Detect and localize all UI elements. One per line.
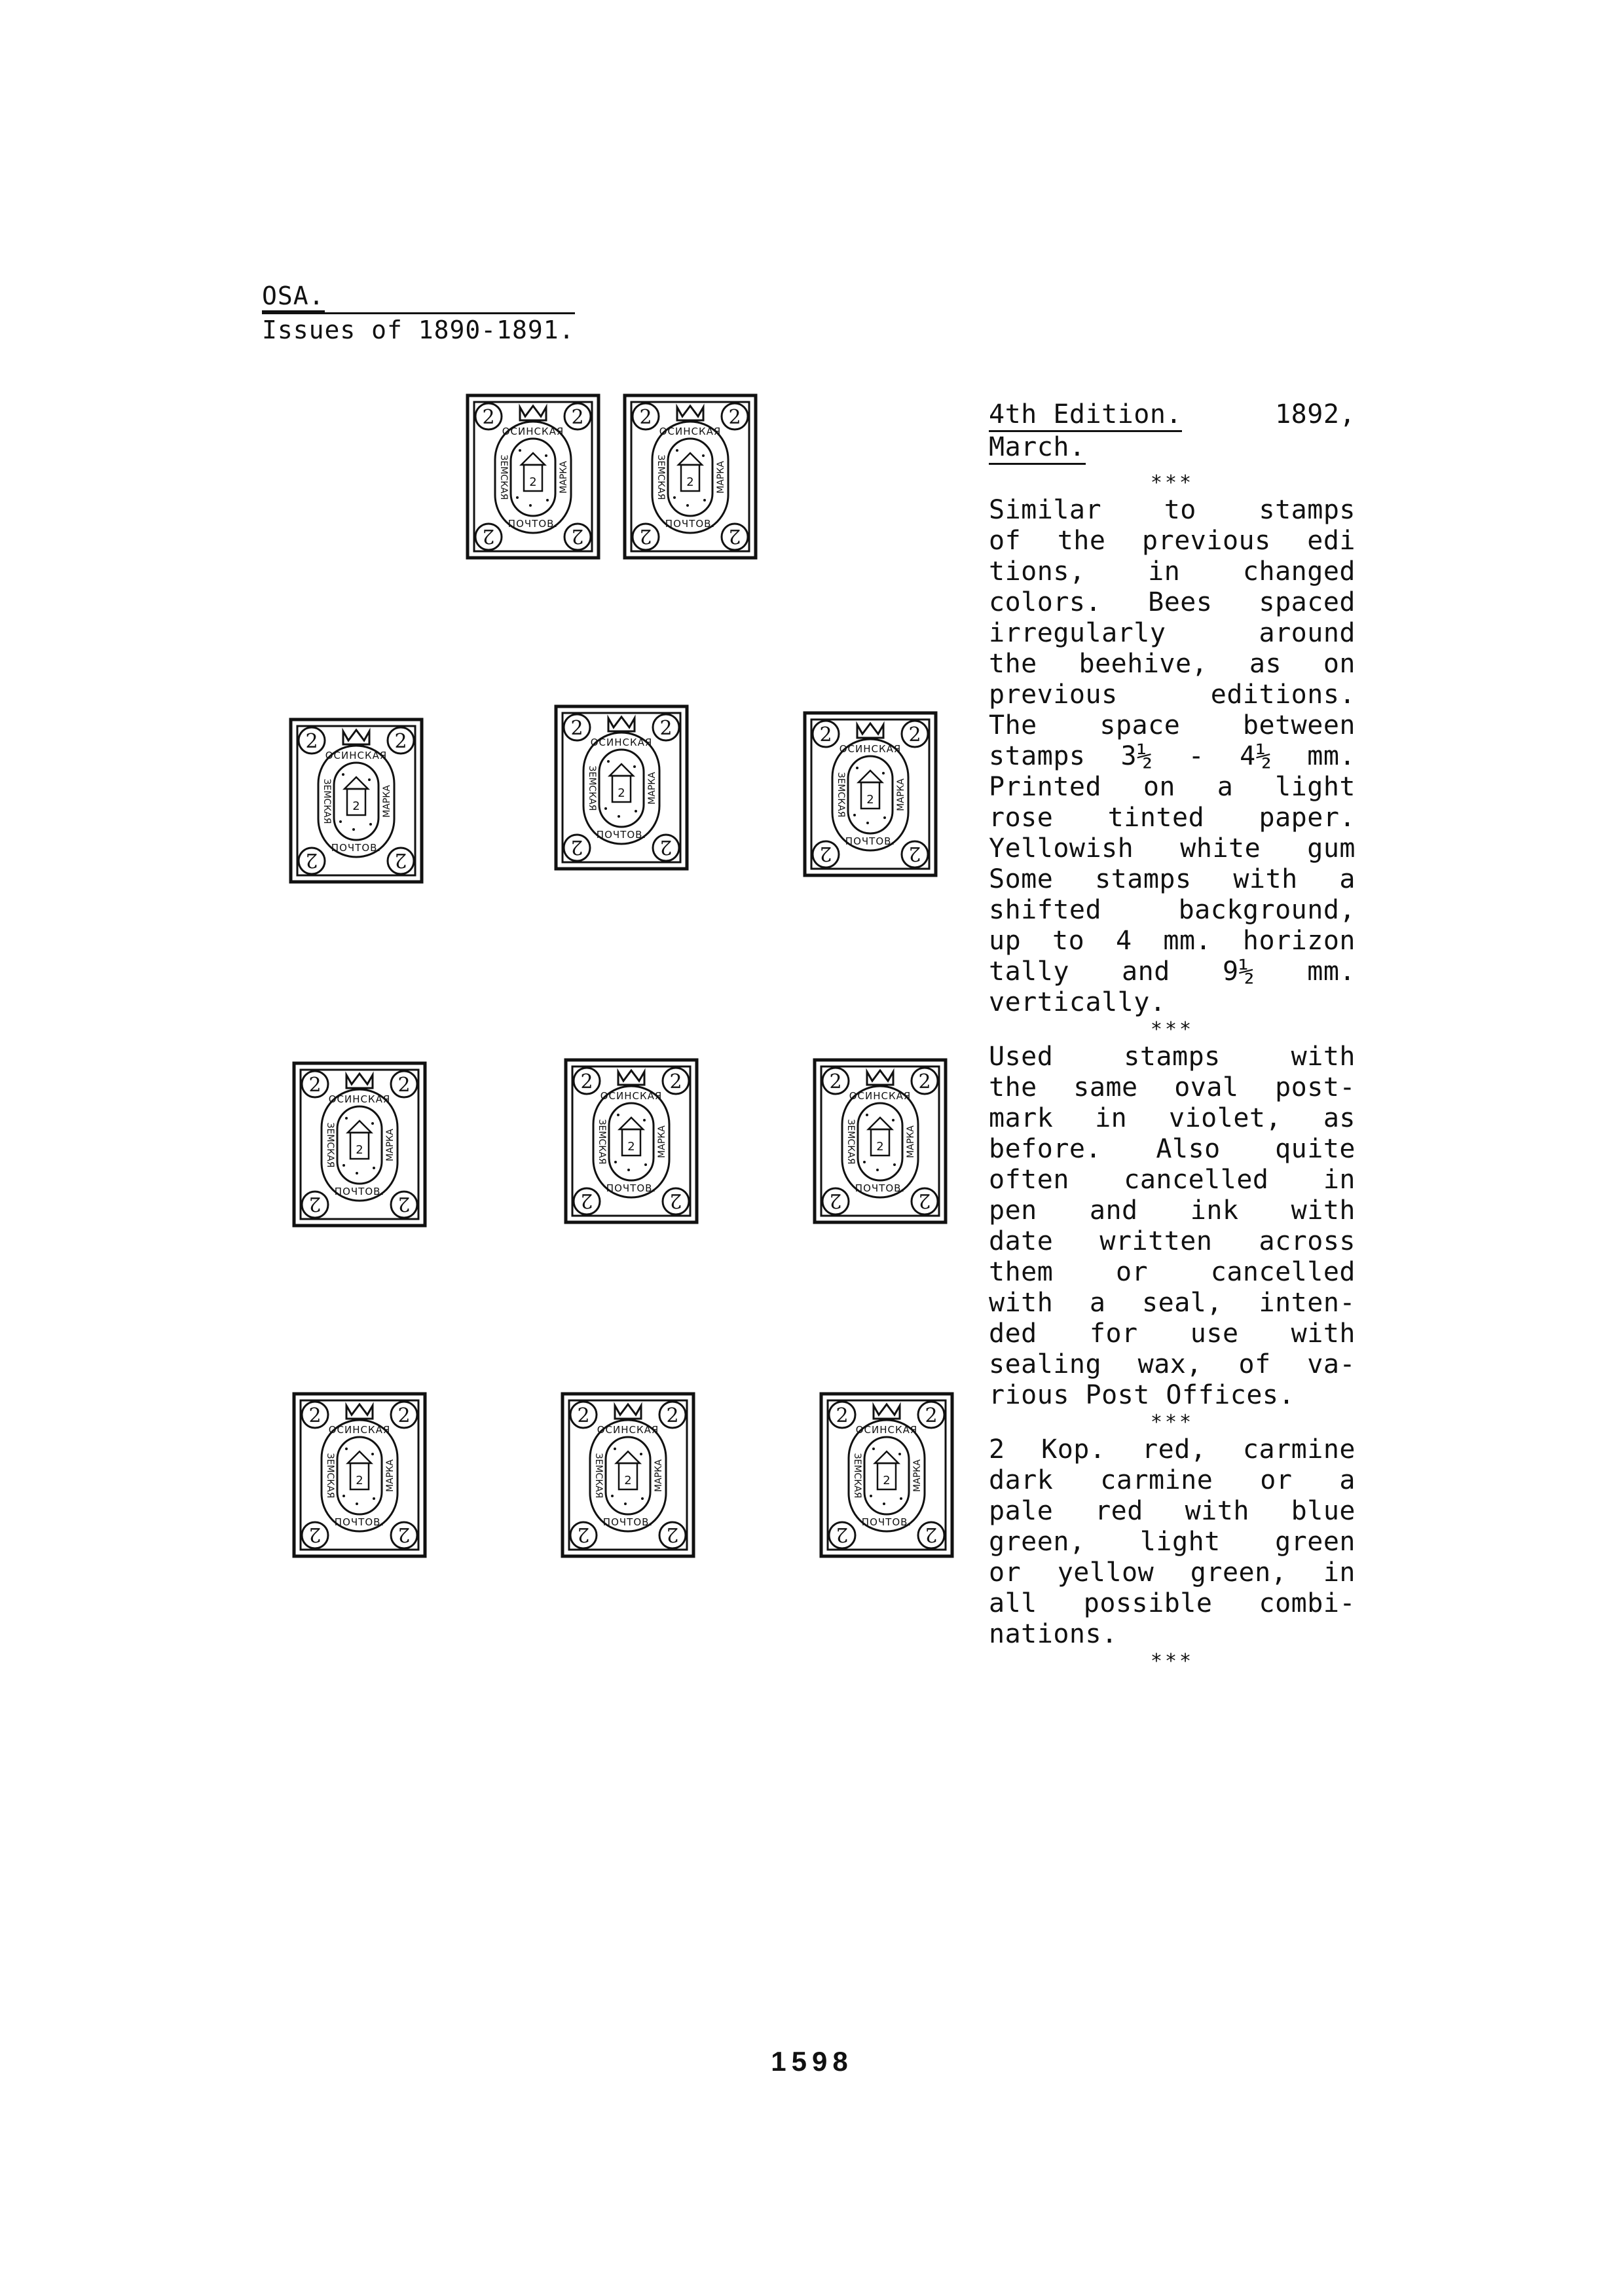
band-left-text: ЗЕМСКАЯ [587, 765, 597, 811]
edition-heading [989, 399, 1356, 432]
stamp-row2-center [553, 704, 690, 871]
used-line: rious Post Offices. [989, 1380, 1295, 1410]
corner-value: 2 [308, 1404, 322, 1427]
corner-value: 2 [669, 1189, 682, 1212]
corner-value: 2 [836, 1523, 849, 1546]
band-left-text: ЗЕМСКАЯ [593, 1453, 604, 1499]
desc-line: previous editions. [989, 680, 1356, 710]
band-right-text: МАРКА [657, 1125, 667, 1158]
band-top-text: ОСИНСКАЯ [659, 426, 722, 437]
center-value: 2 [883, 1474, 891, 1487]
desc-line: stamps 3½ - 4½ mm. [989, 741, 1356, 771]
desc-line: tions, in changed [989, 556, 1356, 587]
used-stamps-paragraph [989, 1042, 1356, 1411]
band-bottom-text: ПОЧТОВ. [606, 1182, 657, 1194]
corner-value: 2 [397, 1192, 411, 1215]
stamp-row3-center [563, 1057, 699, 1225]
band-top-text: ОСИНСКАЯ [590, 737, 653, 748]
corner-value: 2 [829, 1070, 842, 1093]
corner-value: 2 [394, 730, 407, 753]
band-right-text: МАРКА [906, 1125, 916, 1158]
corner-value: 2 [577, 1404, 590, 1427]
band-right-text: МАРКА [912, 1459, 923, 1492]
center-value: 2 [624, 1474, 632, 1487]
corner-value: 2 [918, 1070, 931, 1093]
used-line: pen and ink with [989, 1195, 1356, 1226]
used-line: the same oval post- [989, 1072, 1356, 1102]
corner-value: 2 [308, 1523, 322, 1546]
page-title: OSA. [262, 282, 325, 312]
stamp-image [812, 1057, 948, 1225]
desc-line: Yellowish white gum [989, 833, 1356, 864]
center-value: 2 [356, 1143, 363, 1157]
separator-4: *** [1150, 1650, 1194, 1673]
corner-value: 2 [577, 1523, 590, 1546]
band-left-text: ЗЕМСКАЯ [597, 1119, 607, 1165]
stamp-row3-right [812, 1057, 948, 1225]
stamp-image [563, 1057, 699, 1225]
band-top-text: ОСИНСКАЯ [855, 1424, 918, 1436]
band-top-text: ОСИНСКАЯ [849, 1090, 912, 1102]
corner-value: 2 [666, 1523, 679, 1546]
band-bottom-text: ПОЧТОВ. [665, 518, 716, 530]
desc-line: vertically. [989, 987, 1166, 1017]
corner-value: 2 [397, 1404, 411, 1427]
colors-line: 2 Kop. red, carmine [989, 1434, 1356, 1465]
band-right-text: МАРКА [559, 461, 569, 494]
band-right-text: МАРКА [647, 772, 657, 805]
corner-value: 2 [819, 723, 832, 746]
band-left-text: ЗЕМСКАЯ [845, 1119, 856, 1165]
corner-value: 2 [659, 717, 673, 740]
desc-line: Printed on a light [989, 772, 1356, 802]
band-top-text: ОСИНСКАЯ [328, 1424, 391, 1436]
center-value: 2 [686, 475, 694, 489]
center-value: 2 [866, 793, 874, 807]
used-line: with a seal, inten- [989, 1288, 1356, 1318]
corner-value: 2 [908, 842, 921, 865]
separator-3: *** [1150, 1411, 1194, 1434]
band-right-text: МАРКА [716, 461, 726, 494]
stamp-row2-right [802, 710, 938, 878]
page-number: 1598 [771, 2046, 853, 2077]
issues-subtitle: Issues of 1890-1891. [262, 312, 575, 346]
band-left-text: ЗЕМСКАЯ [498, 454, 509, 500]
corner-value: 2 [482, 406, 495, 429]
used-line: Used stamps with [989, 1042, 1356, 1072]
desc-line: up to 4 mm. horizon [989, 926, 1356, 956]
desc-line: The space between [989, 710, 1356, 740]
corner-value: 2 [925, 1523, 938, 1546]
corner-value: 2 [570, 717, 583, 740]
desc-line: irregularly around [989, 618, 1356, 648]
desc-line: tally and 9½ mm. [989, 957, 1356, 987]
separator-1: *** [1150, 471, 1194, 494]
used-line: before. Also quite [989, 1134, 1356, 1164]
used-line: date written across [989, 1226, 1356, 1256]
desc-line: shifted background, [989, 895, 1356, 925]
corner-value: 2 [669, 1070, 682, 1093]
stamp-image [291, 1391, 428, 1559]
corner-value: 2 [571, 524, 584, 547]
corner-value: 2 [580, 1189, 593, 1212]
band-top-text: ОСИНСКАЯ [328, 1093, 391, 1105]
band-bottom-text: ПОЧТОВ. [855, 1182, 906, 1194]
band-top-text: ОСИНСКАЯ [325, 750, 388, 761]
band-bottom-text: ПОЧТОВ. [845, 835, 896, 847]
center-value: 2 [618, 786, 625, 800]
band-right-text: МАРКА [385, 1129, 396, 1161]
stamp-image [288, 717, 424, 884]
stamp-image [802, 710, 938, 878]
corner-value: 2 [570, 835, 583, 858]
band-top-text: ОСИНСКАЯ [839, 743, 902, 755]
desc-line: of the previous edi [989, 526, 1356, 556]
band-bottom-text: ПОЧТОВ. [596, 829, 647, 841]
corner-value: 2 [819, 842, 832, 865]
stamp-image [291, 1061, 428, 1228]
colors-line: green, light green [989, 1527, 1356, 1557]
band-top-text: ОСИНСКАЯ [597, 1424, 659, 1436]
band-top-text: ОСИНСКАЯ [600, 1090, 663, 1102]
corner-value: 2 [580, 1070, 593, 1093]
stamp-row2-left [288, 717, 424, 884]
band-left-text: ЗЕМСКАЯ [852, 1453, 862, 1499]
band-bottom-text: ПОЧТОВ. [507, 518, 559, 530]
corner-value: 2 [308, 1192, 322, 1215]
edition-label: 4th Edition. [989, 399, 1182, 432]
corner-value: 2 [397, 1523, 411, 1546]
corner-value: 2 [482, 524, 495, 547]
separator-2: *** [1150, 1018, 1194, 1041]
colors-line: pale red with blue [989, 1496, 1356, 1526]
corner-value: 2 [918, 1189, 931, 1212]
center-value: 2 [352, 799, 360, 813]
page-header [262, 280, 575, 346]
band-right-text: МАРКА [654, 1459, 664, 1492]
corner-value: 2 [394, 848, 407, 871]
corner-value: 2 [728, 524, 741, 547]
stamp-row1-left [465, 393, 601, 560]
center-value: 2 [876, 1140, 884, 1154]
edition-month: March. [989, 432, 1086, 465]
band-left-text: ЗЕМСКАЯ [655, 454, 666, 500]
corner-value: 2 [666, 1404, 679, 1427]
used-line: them or cancelled [989, 1257, 1356, 1287]
corner-value: 2 [659, 835, 673, 858]
stamp-image [553, 704, 690, 871]
band-bottom-text: ПОЧТОВ. [602, 1516, 654, 1528]
corner-value: 2 [571, 406, 584, 429]
corner-value: 2 [728, 406, 741, 429]
corner-value: 2 [908, 723, 921, 746]
band-bottom-text: ПОЧТОВ. [334, 1516, 385, 1528]
used-line: ded for use with [989, 1319, 1356, 1349]
corner-value: 2 [639, 406, 652, 429]
stamp-image [560, 1391, 696, 1559]
colors-paragraph [989, 1434, 1356, 1650]
band-left-text: ЗЕМСКАЯ [325, 1453, 335, 1499]
center-value: 2 [356, 1474, 363, 1487]
colors-line: all possible combi- [989, 1588, 1356, 1618]
corner-value: 2 [305, 730, 318, 753]
band-left-text: ЗЕМСКАЯ [836, 772, 846, 818]
description-paragraph [989, 495, 1356, 1018]
colors-line: or yellow green, in [989, 1558, 1356, 1588]
used-line: sealing wax, of va- [989, 1349, 1356, 1379]
band-left-text: ЗЕМСКАЯ [322, 778, 332, 824]
stamp-row4-left [291, 1391, 428, 1559]
desc-line: Some stamps with a [989, 864, 1356, 894]
stamp-row4-right [819, 1391, 955, 1559]
center-value: 2 [529, 475, 537, 489]
band-bottom-text: ПОЧТОВ. [334, 1186, 385, 1197]
band-left-text: ЗЕМСКАЯ [325, 1122, 335, 1168]
corner-value: 2 [836, 1404, 849, 1427]
stamp-row3-left [291, 1061, 428, 1228]
stamp-row1-right [622, 393, 758, 560]
desc-line: the beehive, as on [989, 649, 1356, 679]
edition-description [989, 399, 1356, 1673]
edition-year: 1892, [1275, 399, 1356, 429]
corner-value: 2 [639, 524, 652, 547]
center-value: 2 [627, 1140, 635, 1154]
band-top-text: ОСИНСКАЯ [502, 426, 564, 437]
corner-value: 2 [305, 848, 318, 871]
stamp-image [819, 1391, 955, 1559]
corner-value: 2 [308, 1074, 322, 1097]
band-bottom-text: ПОЧТОВ. [861, 1516, 912, 1528]
desc-line: Similar to stamps [989, 495, 1356, 525]
stamp-image [622, 393, 758, 560]
colors-line: nations. [989, 1619, 1118, 1649]
corner-value: 2 [829, 1189, 842, 1212]
used-line: mark in violet, as [989, 1103, 1356, 1133]
band-right-text: МАРКА [385, 1459, 396, 1492]
used-line: often cancelled in [989, 1165, 1356, 1195]
corner-value: 2 [397, 1074, 411, 1097]
band-right-text: МАРКА [896, 778, 906, 811]
desc-line: rose tinted paper. [989, 803, 1356, 833]
desc-line: colors. Bees spaced [989, 587, 1356, 617]
corner-value: 2 [925, 1404, 938, 1427]
colors-line: dark carmine or a [989, 1465, 1356, 1495]
band-right-text: МАРКА [382, 785, 392, 818]
band-bottom-text: ПОЧТОВ. [331, 842, 382, 854]
stamp-image [465, 393, 601, 560]
stamp-row4-center [560, 1391, 696, 1559]
